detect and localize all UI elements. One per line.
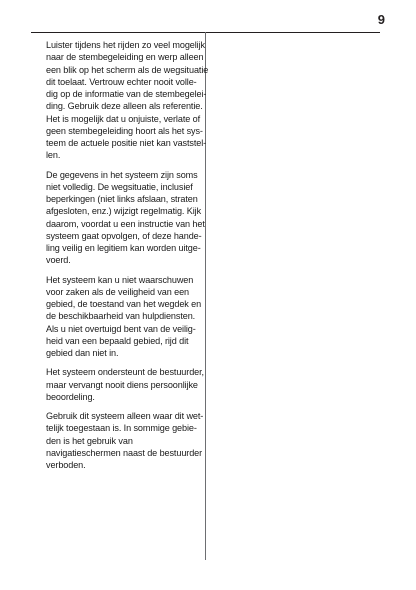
text-line: naar de stembegeleiding en werp alleen (46, 52, 204, 63)
text-line: Het systeem kan u niet waarschuwen (46, 274, 194, 285)
text-line: len. (46, 150, 61, 161)
page-number: 9 (377, 12, 385, 27)
text-line: voor zaken als de veiligheid van een (46, 286, 190, 297)
text-line: dit toelaat. Vertrouw echter nooit volle- (46, 76, 197, 87)
text-line: Gebruik dit systeem alleen waar dit wet- (46, 411, 204, 421)
text-line: voerd. (46, 255, 71, 266)
text-line: daarom, voordat u een instructie van het (46, 218, 205, 229)
text-line: gebied dan niet in. (46, 348, 119, 358)
text-line: Het is mogelijk dat u onjuiste, verlate of (46, 113, 201, 124)
paragraph-no-warning (46, 274, 202, 360)
text-line: verboden. (46, 460, 86, 470)
text-line: Als u niet overtuigd bent van de veilig- (46, 323, 196, 334)
text-line: geen stembegeleiding hoort als het sys- (46, 125, 203, 136)
text-line: heid van een bepaald gebied, rijd dit (46, 335, 189, 346)
text-line: Het systeem ondersteunt de bestuurder, (46, 367, 204, 378)
text-line: afgesloten, enz.) wijzigt regelmatig. Kijk (46, 206, 202, 217)
paragraph-legal-use (46, 410, 202, 471)
text-line: de beschikbaarheid van hulpdiensten. (46, 311, 196, 322)
text-line: ling veilig en legitiem kan worden uitge- (46, 243, 201, 253)
text-line: gebied, de toestand van het wegdek en (46, 299, 202, 309)
column-divider (205, 32, 206, 560)
text-line: ding. Gebruik deze alleen als referentie. (46, 101, 203, 112)
text-column (46, 39, 209, 478)
text-line: navigatieschermen naast de bestuurder (46, 447, 203, 458)
paragraph-supports-driver (46, 366, 202, 403)
text-line: De gegevens in het systeem zijn soms (46, 169, 198, 180)
text-line: beperkingen (niet links afslaan, straten (46, 194, 198, 204)
text-line: beoordeling. (46, 391, 95, 402)
text-line: dig op de informatie van de stembegelei- (46, 89, 207, 99)
text-line: den is het gebruik van (46, 435, 133, 446)
text-line: telijk toegestaan is. In sommige gebie- (46, 423, 197, 434)
text-line: systeem gaat opvolgen, of deze hande- (46, 230, 202, 241)
text-line: Luister tijdens het rijden zo veel mogelijk (46, 40, 205, 50)
text-line: maar vervangt nooit diens persoonlijke (46, 379, 198, 390)
paragraph-data-incomplete (46, 169, 205, 267)
paragraph-voice-guidance (46, 39, 209, 162)
text-line: een blik op het scherm als de wegsituatie (46, 64, 209, 75)
text-line: niet volledig. De wegsituatie, inclusief (46, 181, 193, 192)
text-line: teem de actuele positie niet kan vaststel- (46, 138, 207, 148)
